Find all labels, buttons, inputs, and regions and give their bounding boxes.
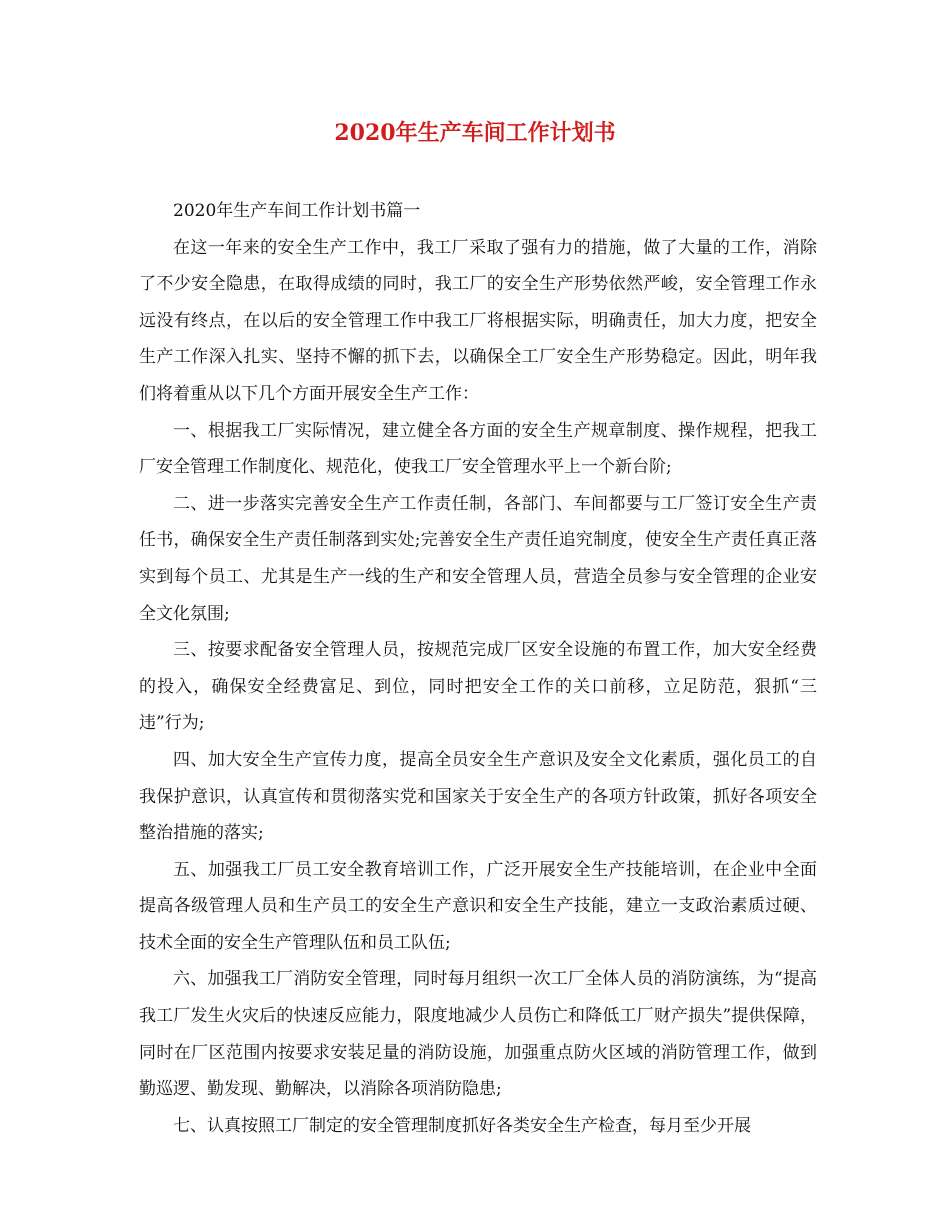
plan-item-2: 二、进一步落实完善安全生产工作责任制，各部门、车间都要与工厂签订安全生产责任书，确保安全生产责任制落到实处;完善安全生产责任追究制度，使安全生产责任真正落实到每个员工、尤其是生产一线的生产和安全管理人员，营造全员参与安全管理的企业安全文化氛围;	[139, 493, 817, 624]
plan-item-3: 三、按要求配备安全管理人员，按规范完成厂区安全设施的布置工作，加大安全经费的投入，确保安全经费富足、到位，同时把安全工作的关口前移，立足防范，狠抓“三违”行为;	[139, 640, 817, 734]
plan-item-6: 六、加强我工厂消防安全管理，同时每月组织一次工厂全体人员的消防演练，为“提高我工厂发生火灾后的快速反应能力，限度地减少人员伤亡和降低工厂财产损失”提供保障，同时在厂区范围内按要求安装足量的消防设施，加强重点防火区域的消防管理工作，做到勤巡逻、勤发现、勤解决，以消除各项消防隐患;	[139, 969, 817, 1100]
document-title: 2020年生产车间工作计划书	[334, 120, 616, 146]
plan-item-5: 五、加强我工厂员工安全教育培训工作，广泛开展安全生产技能培训，在企业中全面提高各级管理人员和生产员工的安全生产意识和安全生产技能，建立一支政治素质过硬、技术全面的安全生产管理队伍和员工队伍;	[139, 859, 817, 953]
plan-item-4: 四、加大安全生产宣传力度，提高全员安全生产意识及安全文化素质，强化员工的自我保护意识，认真宣传和贯彻落实党和国家关于安全生产的各项方针政策，抓好各项安全整治措施的落实;	[139, 749, 817, 844]
intro-paragraph: 在这一年来的安全生产工作中，我工厂采取了强有力的措施，做了大量的工作，消除了不少安全隐患，在取得成绩的同时，我工厂的安全生产形势依然严峻，安全管理工作永远没有终点，在以后的安全管理工作中我工厂将根据实际，明确责任，加大力度，把安全生产工作深入扎实、坚持不懈的抓下去，以确保全工厂安全生产形势稳定。因此，明年我们将着重从以下几个方面开展安全生产工作：	[139, 237, 817, 404]
section-heading: 2020年生产车间工作计划书篇一	[173, 201, 421, 221]
plan-item-1: 一、根据我工厂实际情况，建立健全各方面的安全生产规章制度、操作规程，把我工厂安全管理工作制度化、规范化，使我工厂安全管理水平上一个新台阶;	[139, 420, 817, 478]
document-body	[139, 193, 817, 1144]
plan-item-7: 七、认真按照工厂制定的安全管理制度抓好各类安全生产检查，每月至少开展	[173, 1115, 751, 1136]
